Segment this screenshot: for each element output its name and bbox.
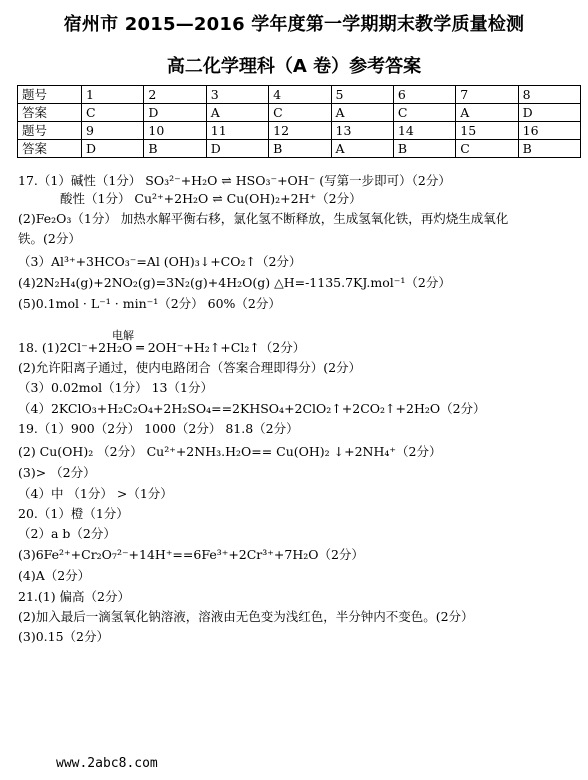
table-cell: A <box>331 140 393 158</box>
q19-part2: (2) Cu(OH)₂ （2分） Cu²⁺+2NH₃.H₂O== Cu(OH)₂ ↓+2NH₄⁺（2分） <box>18 444 442 459</box>
table-cell: D <box>518 104 580 122</box>
q17-part2-a: (2)Fe₂O₃（1分） 加热水解平衡右移，氯化氢不断释放，生成氢氧化铁，再灼烧生成氧化 <box>18 211 509 226</box>
table-cell: 10 <box>144 122 206 140</box>
q19-part1: 19.（1）900（2分） 1000（2分） 81.8（2分） <box>18 421 299 436</box>
document-title: 宿州市 2015—2016 学年度第一学期期末教学质量检测 <box>63 14 525 35</box>
q21-part3: (3)0.15（2分） <box>18 629 109 644</box>
q18-part2: (2)允许阳离子通过，使内电路闭合（答案合理即得分）(2分） <box>18 360 362 375</box>
q17-part5: (5)0.1mol · L⁻¹ · min⁻¹（2分） 60%（2分） <box>18 296 281 311</box>
answer-row <box>18 104 581 122</box>
q20-part4: (4)A（2分） <box>18 568 91 583</box>
q19-part3: (3)> （2分） <box>18 465 96 480</box>
table-cell: 9 <box>82 122 144 140</box>
q17-part3: （3）Al³⁺+3HCO₃⁻=Al (OH)₃↓+CO₂↑（2分） <box>18 254 302 269</box>
table-cell: 13 <box>331 122 393 140</box>
table-cell: B <box>269 140 331 158</box>
table-cell: A <box>331 104 393 122</box>
table-cell: 4 <box>269 86 331 104</box>
document-subtitle: 高二化学理科（A 卷）参考答案 <box>166 56 422 77</box>
table-cell: A <box>206 104 268 122</box>
table-cell: 1 <box>82 86 144 104</box>
row-header: 答案 <box>18 140 82 158</box>
table-cell: B <box>518 140 580 158</box>
table-cell: D <box>144 104 206 122</box>
q19-part4: （4）中 （1分） >（1分） <box>18 486 173 501</box>
table-cell: B <box>144 140 206 158</box>
row-header: 题号 <box>18 86 82 104</box>
q17-part1: 17.（1）碱性（1分） SO₃²⁻+H₂O ⇌ HSO₃⁻+OH⁻ (写第一步即可）（2分） <box>18 173 451 188</box>
footer-url[interactable]: www.2abc8.com <box>56 756 158 771</box>
table-cell: C <box>456 140 518 158</box>
table-cell: 6 <box>393 86 455 104</box>
table-cell: C <box>269 104 331 122</box>
answer-row <box>18 140 581 158</box>
table-cell: D <box>206 140 268 158</box>
table-cell: 11 <box>206 122 268 140</box>
q20-part2: （2）a b（2分） <box>18 526 116 541</box>
q17-part1-b: 酸性（1分） Cu²⁺+2H₂O ⇌ Cu(OH)₂+2H⁺（2分） <box>60 191 362 206</box>
table-cell: 2 <box>144 86 206 104</box>
table-cell: 14 <box>393 122 455 140</box>
q18-electrolysis-label: 电解 <box>112 329 134 342</box>
row-header: 答案 <box>18 104 82 122</box>
q18-part1: 18. (1)2Cl⁻+2H₂O ═ 2OH⁻+H₂↑+Cl₂↑（2分） <box>18 340 306 355</box>
table-cell: 16 <box>518 122 580 140</box>
question-row <box>18 122 581 140</box>
q20-part1: 20.（1）橙（1分） <box>18 506 129 521</box>
q21-part1: 21.(1) 偏高（2分） <box>18 589 131 604</box>
table-cell: 15 <box>456 122 518 140</box>
table-cell: 7 <box>456 86 518 104</box>
table-cell: A <box>456 104 518 122</box>
answer-table <box>17 85 581 158</box>
table-cell: D <box>82 140 144 158</box>
q18-part3: （3）0.02mol（1分） 13（1分） <box>18 380 213 395</box>
q18-part4: （4）2KClO₃+H₂C₂O₄+2H₂SO₄==2KHSO₄+2ClO₂↑+2CO₂↑+2H₂O（2分） <box>18 401 486 416</box>
table-cell: 12 <box>269 122 331 140</box>
row-header: 题号 <box>18 122 82 140</box>
q21-part2: (2)加入最后一滴氢氧化钠溶液，溶液由无色变为浅红色，半分钟内不变色。(2分） <box>18 609 474 624</box>
table-cell: B <box>393 140 455 158</box>
table-cell: 8 <box>518 86 580 104</box>
table-cell: C <box>393 104 455 122</box>
table-cell: 5 <box>331 86 393 104</box>
table-cell: 3 <box>206 86 268 104</box>
table-cell: C <box>82 104 144 122</box>
q17-part2-b: 铁。(2分） <box>18 231 81 246</box>
question-row <box>18 86 581 104</box>
q20-part3: (3)6Fe²⁺+Cr₂O₇²⁻+14H⁺==6Fe³⁺+2Cr³⁺+7H₂O（2分） <box>18 547 364 562</box>
q17-part4: (4)2N₂H₄(g)+2NO₂(g)=3N₂(g)+4H₂O(g) △H=-1135.7KJ.mol⁻¹（2分） <box>18 275 451 290</box>
